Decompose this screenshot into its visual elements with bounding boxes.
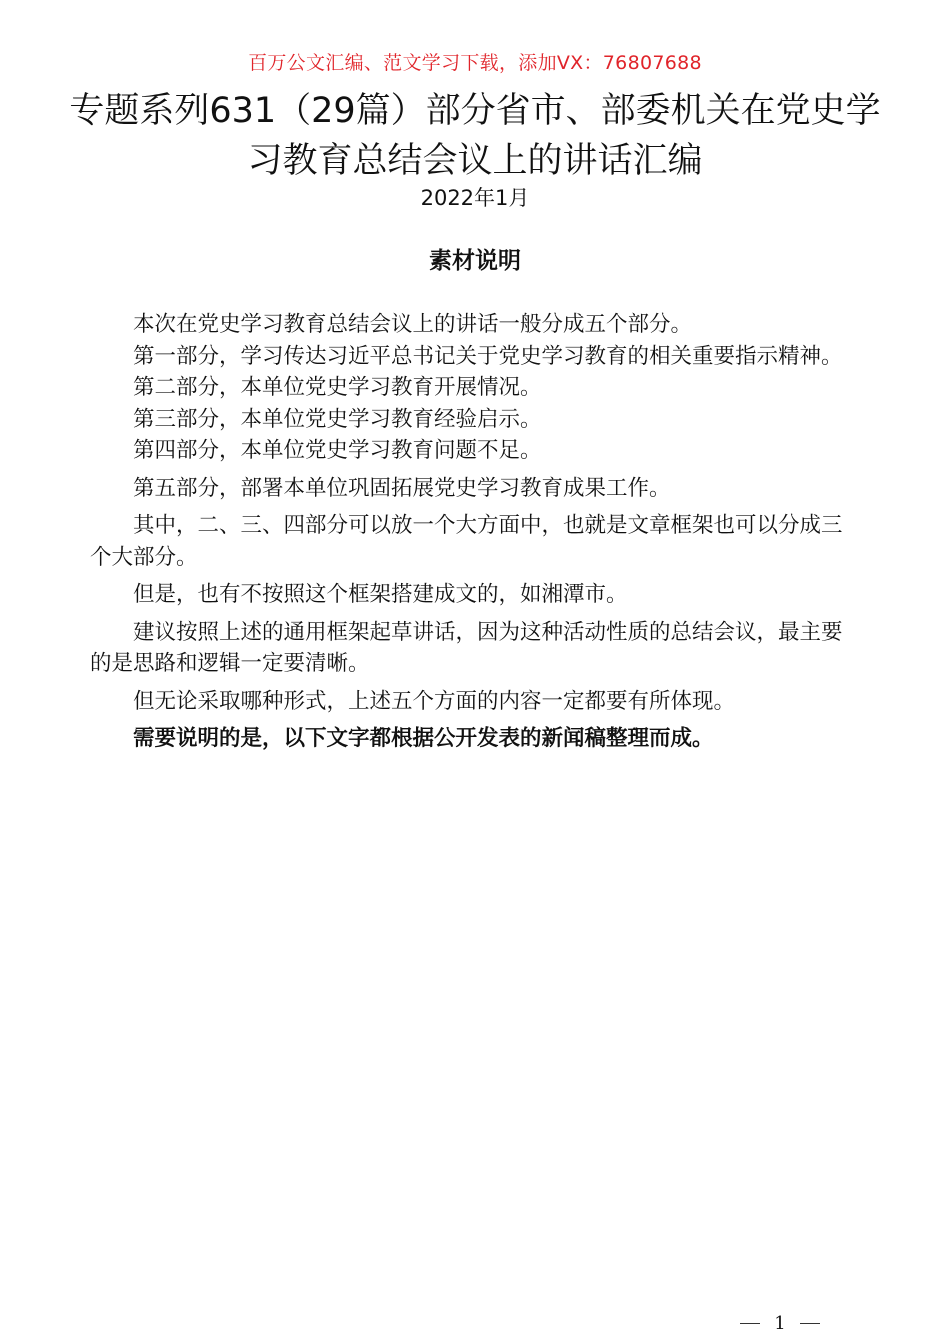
paragraph-exception-note: 但是，也有不按照这个框架搭建成文的，如湘潭市。: [133, 582, 628, 607]
page-footer: [740, 1313, 820, 1334]
paragraph-framework-note: 其中，二、三、四部分可以放一个大方面中，也就是文章框架也可以分成三个大部分。: [90, 513, 843, 570]
paragraph-intro: 本次在党史学习教育总结会议上的讲话一般分成五个部分。: [133, 312, 693, 337]
section-heading: 素材说明: [429, 248, 521, 274]
header-note: 百万公文汇编、范文学习下载，添加VX：76807688: [248, 52, 702, 74]
paragraph-part-three: 第三部分，本单位党史学习教育经验启示。: [133, 406, 542, 432]
paragraph-part-one: 第一部分，学习传达习近平总书记关于党史学习教育的相关重要指示精神。: [133, 343, 843, 369]
body-text: [90, 309, 860, 755]
paragraph-requirement: 但无论采取哪种形式，上述五个方面的内容一定都要有所体现。: [133, 688, 736, 714]
page-number: 1: [774, 1313, 786, 1334]
paragraph-part-five: 第五部分，部署本单位巩固拓展党史学习教育成果工作。: [133, 475, 671, 501]
paragraph-part-two: 第二部分，本单位党史学习教育开展情况。: [133, 375, 542, 400]
document-title: 专题系列631（29篇）部分省市、部委机关在党史学习教育总结会议上的讲话汇编: [69, 91, 881, 181]
document-date: 2022年1月: [420, 186, 530, 210]
paragraph-part-four: 第四部分，本单位党史学习教育问题不足。: [133, 438, 542, 463]
paragraph-suggestion: 建议按照上述的通用框架起草讲话，因为这种活动性质的总结会议，最主要的是思路和逻辑一定要清晰。: [90, 619, 843, 676]
footer-dash-left: [740, 1323, 760, 1324]
footer-dash-right: [800, 1323, 820, 1324]
paragraph-source-note: 需要说明的是，以下文字都根据公开发表的新闻稿整理而成。: [133, 726, 714, 751]
